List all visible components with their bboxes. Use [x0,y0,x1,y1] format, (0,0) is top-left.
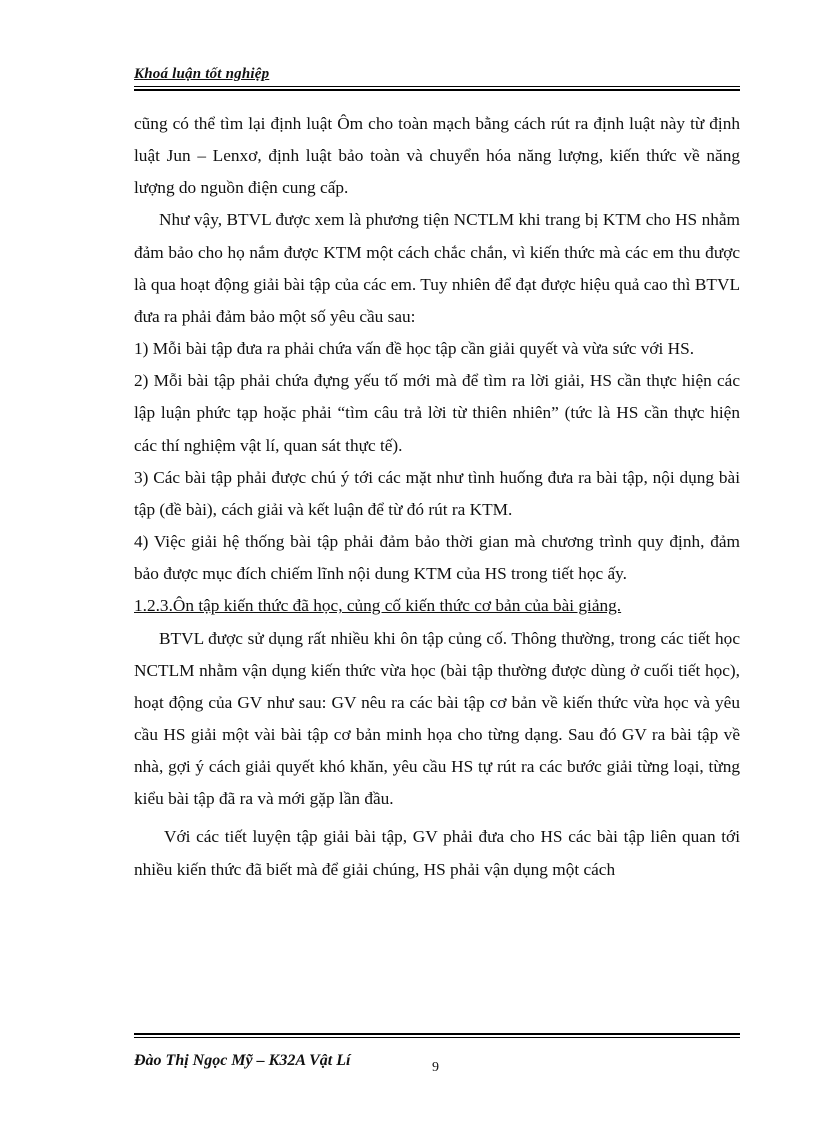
page-number: 9 [432,1060,439,1075]
list-item: 2) Mỗi bài tập phải chứa đựng yếu tố mới mà để tìm ra lời giải, HS cần thực hiện các lập luận phức tạp hoặc phải “tìm câu trả lời từ thiên nhiên” (tức là HS cần thực hiện các thí nghiệm vật lí, quan sát thực tế). [134,371,740,455]
list-item: 1) Mỗi bài tập đưa ra phải chứa vấn đề học tập cần giải quyết và vừa sức với HS. [134,339,695,359]
paragraph: Với các tiết luyện tập giải bài tập, GV phải đưa cho HS các bài tập liên quan tới nhiều kiến thức đã biết mà để giải chúng, HS phải vận dụng một cách [134,827,740,879]
list-item: 3) Các bài tập phải được chú ý tới các mặt như tình huống đưa ra bài tập, nội dụng bài tập (đề bài), cách giải và kết luận để từ đó rút ra KTM. [134,467,740,519]
list-item: 4) Việc giải hệ thống bài tập phải đảm bảo thời gian mà chương trình quy định, đảm bảo được mục đích chiếm lĩnh nội dung KTM của HS trong tiết học ấy. [134,532,740,584]
header-rule-top [134,86,740,87]
running-header: Khoá luận tốt nghiệp [134,66,270,82]
body-text [134,108,740,886]
footer-rule-bottom [134,1037,740,1038]
section-heading: 1.2.3.Ôn tập kiến thức đã học, củng cố kiến thức cơ bản của bài giảng. [134,596,622,616]
paragraph: Như vậy, BTVL được xem là phương tiện NCTLM khi trang bị KTM cho HS nhằm đảm bảo cho họ nắm được KTM một cách chắc chắn, vì kiến thức mà các em thu được là qua hoạt động giải bài tập của các em. Tuy nhiên để đạt được hiệu quả cao thì BTVL đưa ra phải đảm bảo một số yêu cầu sau: [134,210,740,326]
footer-author: Đào Thị Ngọc Mỹ – K32A Vật Lí [134,1052,351,1069]
paragraph: cũng có thể tìm lại định luật Ôm cho toàn mạch bằng cách rút ra định luật này từ định luật Jun – Lenxơ, định luật bảo toàn và chuyển hóa năng lượng, kiến thức về năng lượng do nguồn điện cung cấp. [134,114,740,198]
paragraph: BTVL được sử dụng rất nhiều khi ôn tập củng cố. Thông thường, trong các tiết học NCTLM nhằm vận dụng kiến thức vừa học (bài tập thường được dùng ở cuối tiết học), hoạt động của GV như sau: GV nêu ra các bài tập cơ bản về kiến thức vừa học và yêu cầu HS giải một vài bài tập cơ bản minh họa cho từng dạng. Sau đó GV ra bài tập về nhà, gợi ý cách giải quyết khó khăn, yêu cầu HS tự rút ra các bước giải từng loại, từng kiểu bài tập đã ra và mới gặp lần đầu. [134,628,740,809]
footer-rule-top [134,1033,740,1035]
header-rule-bottom [134,89,740,91]
